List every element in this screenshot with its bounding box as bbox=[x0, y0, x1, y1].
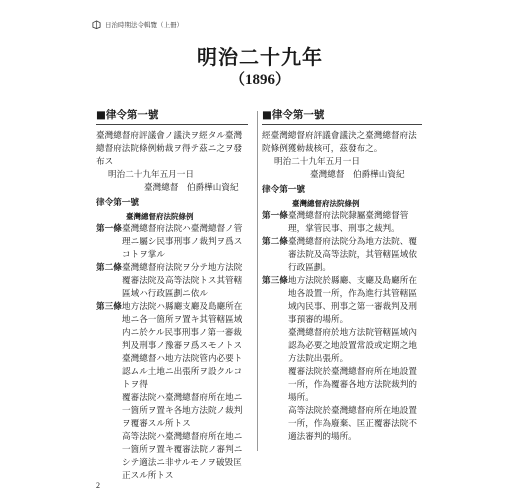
promulgation-text: 經臺灣總督府評議會議決之臺灣總督府法院條例獲勅裁核可，茲發布之。 bbox=[262, 131, 417, 154]
article-text: 臺灣總督府法院ハ臺灣總督ノ管理ニ屬シ民事刑事ノ裁判ヲ爲スコトヲ掌ル bbox=[122, 224, 243, 260]
article-paragraph: 高等法院於臺灣總督府所在地設置一所，作為廢棄、匡正覆審法院不適法審判的場所。 bbox=[288, 406, 417, 442]
article-text: 地方法院於縣廳、支廳及島廳所在地各設置一所，作為進行其管轄區域內民事、刑事之第一審裁判及刑事預審的場所。 bbox=[288, 276, 417, 325]
law-name: 臺灣總督府法院條例 bbox=[126, 212, 194, 221]
promulgation-date: 明治二十九年五月一日 bbox=[108, 170, 194, 180]
running-header-text: 日治時期法令輯覽（上冊） bbox=[105, 21, 183, 29]
law-name: 臺灣總督府法院條例 bbox=[292, 199, 360, 208]
article-2 bbox=[262, 236, 422, 275]
article-3 bbox=[96, 301, 248, 353]
article-paragraph: 臺灣總督府於地方法院管轄區域內認為必要之地設置常設或定期之地方法院出張所。 bbox=[288, 328, 417, 364]
article-3 bbox=[262, 275, 422, 327]
page-number: 2 bbox=[96, 481, 100, 490]
article-paragraph: 高等法院ハ臺灣總督府所在地ニ一箇所ヲ置キ覆審法院ノ審判ニシテ適法ニ非サルモノヲ破毀匡正スル所トス bbox=[122, 432, 243, 481]
translation-column bbox=[262, 109, 422, 444]
article-2 bbox=[96, 262, 248, 301]
article-paragraph: 臺灣總督ハ地方法院管内必要ト認ムル土地ニ出張所ヲ設クルコトヲ得 bbox=[122, 354, 243, 390]
article-label: 第二條 bbox=[262, 237, 288, 247]
article-paragraph: 覆審法院於臺灣總督府所在地設置一所，作為覆審各地方法院裁判的場所。 bbox=[288, 367, 417, 403]
promulgation-date: 明治二十九年五月一日 bbox=[274, 157, 360, 167]
signatory: 臺灣總督 伯爵樺山資紀 bbox=[144, 183, 239, 193]
article-label: 第二條 bbox=[96, 263, 122, 273]
original-text-column bbox=[96, 109, 248, 483]
article-label: 第三條 bbox=[96, 302, 122, 312]
article-paragraph: 覆審法院ハ臺灣總督府所在地ニ一箇所ヲ置キ各地方法院ノ裁判ヲ覆審スル所トス bbox=[122, 393, 243, 429]
article-label: 第一條 bbox=[96, 224, 122, 234]
article-text: 臺灣總督府法院ヲ分テ地方法院覆審法院及高等法院トス其管轄區域ハ行政區劃ニ依ル bbox=[122, 263, 243, 299]
page-title: 明治二十九年 bbox=[197, 45, 323, 69]
law-number: 律令第一號 bbox=[96, 198, 139, 208]
section-heading: ■律令第一號 bbox=[96, 109, 248, 125]
article-1 bbox=[262, 210, 422, 236]
article-text: 地方法院ハ縣廳支廳及島廳所在地ニ各一箇所ヲ置キ其管轄區域内ニ於ケル民事刑事ノ第一審裁判及刑事ノ豫審ヲ爲スモノトス bbox=[122, 302, 243, 351]
running-header bbox=[92, 20, 183, 29]
book-logo-icon bbox=[92, 20, 101, 29]
signatory: 臺灣總督 伯爵樺山資紀 bbox=[310, 170, 405, 180]
section-heading: ■律令第一號 bbox=[262, 109, 422, 125]
article-text: 臺灣總督府法院分為地方法院、覆審法院及高等法院，其管轄區域依行政區劃。 bbox=[288, 237, 417, 273]
article-text: 臺灣總督府法院隸屬臺灣總督管理，掌管民事、刑事之裁判。 bbox=[288, 211, 409, 234]
article-label: 第一條 bbox=[262, 211, 288, 221]
law-number: 律令第一號 bbox=[262, 185, 305, 195]
column-divider bbox=[257, 111, 258, 451]
promulgation-text: 臺灣總督府評議會ノ議決ヲ經タル臺灣總督府法院條例勅裁ヲ得テ茲ニ之ヲ發布ス bbox=[96, 131, 243, 167]
article-1 bbox=[96, 223, 248, 262]
page-year: （1896） bbox=[229, 72, 290, 88]
article-label: 第三條 bbox=[262, 276, 288, 286]
